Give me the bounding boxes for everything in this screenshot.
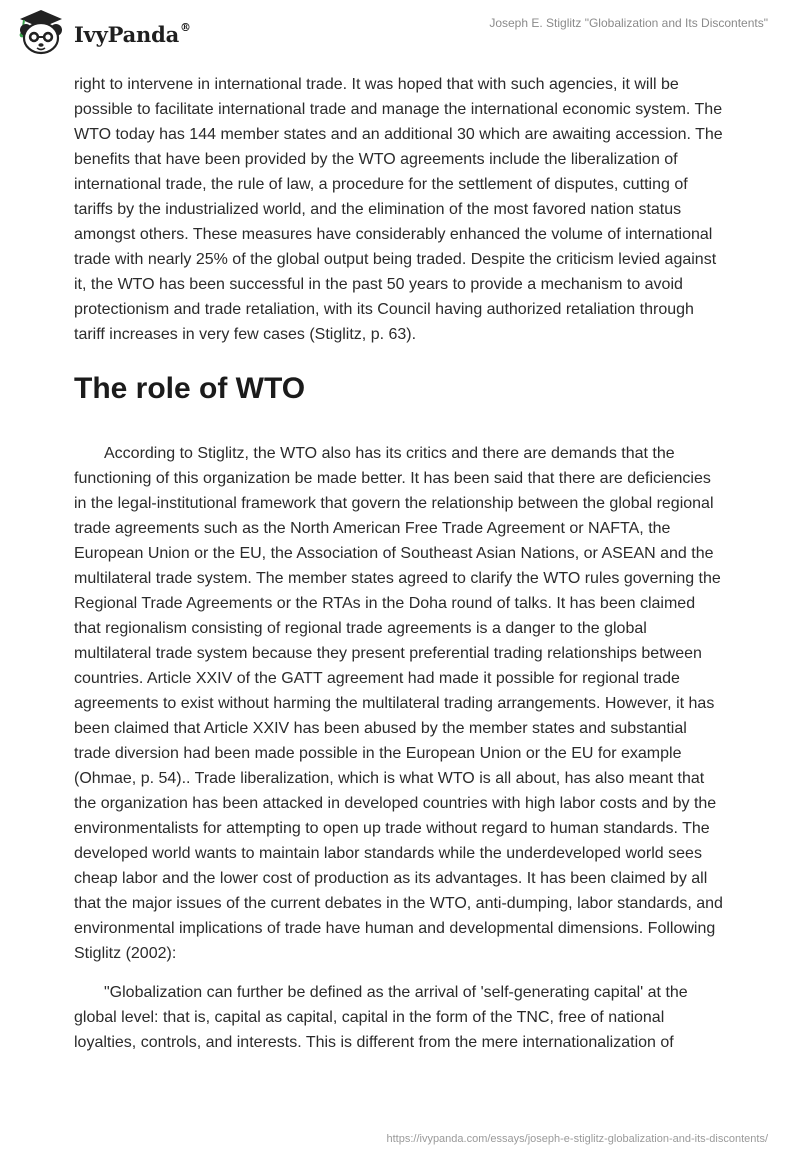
page-header xyxy=(0,0,800,64)
source-url[interactable]: https://ivypanda.com/essays/joseph-e-stiglitz-globalization-and-its-discontents/ xyxy=(386,1133,768,1145)
essay-body xyxy=(74,72,726,1055)
registered-mark: ® xyxy=(180,20,191,34)
body-paragraph: According to Stiglitz, the WTO also has its critics and there are demands that the functioning of this organization be made better. It has been said that there are deficiencies in the legal-institutional framework that govern the relationship between the global regional trade agreements such as the North American Free Trade Agreement or NAFTA, the European Union or the EU, the Association of Southeast Asian Nations, or ASEAN and the multilateral trade system. The member states agreed to clarify the WTO rules governing the Regional Trade Agreements or the RTAs in the Doha round of talks. It has been claimed that regionalism consisting of regional trade agreements is a danger to the global multilateral trade system because they present preferential trading relationships between countries. Article XXIV of the GATT agreement had made it possible for regional trade agreements to exist without harming the multilateral trading arrangements. However, it has been claimed that Article XXIV has been abused by the member states and substantial trade diversion had been made possible in the European Union or the EU for example (Ohmae, p. 54).. Trade liberalization, which is what WTO is all about, has also meant that the organization has been attacked in developed countries with high labor costs and by the environmentalists for attempting to open up trade without regard to human standards. The developed world wants to maintain labor standards while the underdeveloped world sees cheap labor and the lower cost of production as its advantages. It has been claimed by all that the major issues of the current debates in the WTO, anti-dumping, labor standards, and environmental implications of trade have human and developmental dimensions. Following Stiglitz (2002): xyxy=(74,445,723,962)
block-quote: "Globalization can further be defined as the arrival of 'self-generating capital' at the global level: that is, capital as capital, capital in the form of the TNC, free of national loyalties, controls, and interests. This is different from the mere internationalization of xyxy=(74,984,688,1051)
section-heading: The role of WTO xyxy=(74,372,306,405)
ivypanda-logo[interactable] xyxy=(14,8,191,56)
running-title: Joseph E. Stiglitz "Globalization and Its Discontents" xyxy=(489,16,768,30)
brand-name: IvyPanda® xyxy=(74,20,191,47)
body-paragraph: right to intervene in international trade. It was hoped that with such agencies, it will be possible to facilitate international trade and manage the international economic system. The WTO today has 144 member states and an additional 30 which are awaiting accession. The benefits that have been provided by the WTO agreements include the liberalization of international trade, the rule of law, a procedure for the settlement of disputes, cutting of tariffs by the industrialized world, and the elimination of the most favored nation status amongst others. These measures have considerably enhanced the volume of international trade with nearly 25% of the global output being traded. Despite the criticism levied against it, the WTO has been successful in the past 50 years to provide a mechanism to avoid protectionism and trade retaliation, with its Council having authorized retaliation through tariff increases in very few cases (Stiglitz, p. 63). xyxy=(74,76,723,343)
panda-graduate-icon xyxy=(14,8,68,56)
